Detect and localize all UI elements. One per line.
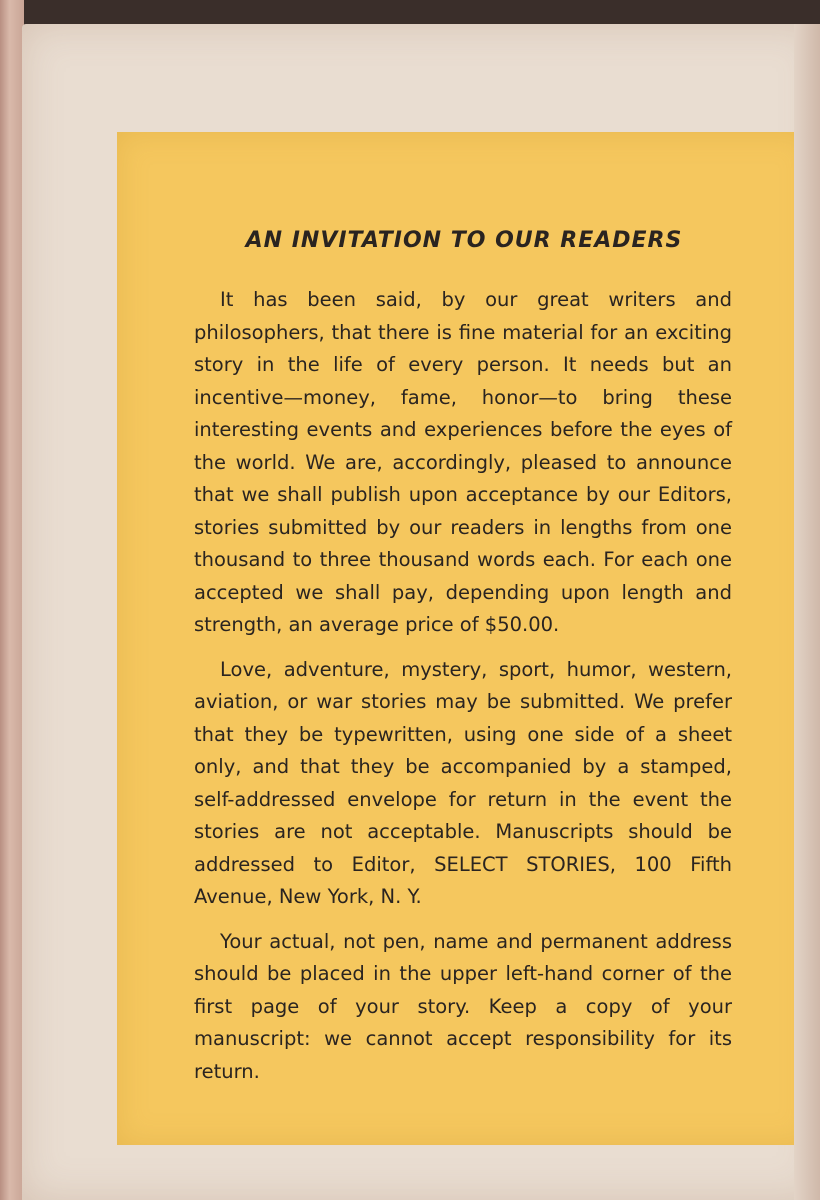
page-title: AN INVITATION TO OUR READERS — [245, 228, 683, 253]
paragraph: Love, adventure, mystery, sport, humor, western, aviation, or war stories may be submitted. We prefer that they be typewritten, using one side of a sheet only, and that they be accompanied by a stamped, self-addressed envelope for return in the event the stories are not acceptable. Manuscripts should be addressed to Editor, SELECT STORIES, 100 Fifth Avenue, New York, N. Y. — [194, 657, 732, 908]
page-edge-left — [0, 0, 24, 1200]
invitation-body — [194, 284, 732, 1088]
page-edge-right — [794, 24, 820, 1200]
paragraph: It has been said, by our great writers and philosophers, that there is fine material for an exciting story in the life of every person. It needs but an incentive—money, fame, honor—to bring these interesting events and experiences before the eyes of the world. We are, accordingly, pleased to announce that we shall publish upon acceptance by our Editors, stories submitted by our readers in lengths from one thousand to three thousand words each. For each one accepted we shall pay, depending upon length and strength, an average price of $50.00. — [194, 288, 732, 636]
magazine-page — [22, 24, 820, 1200]
paragraph: Your actual, not pen, name and permanent address should be placed in the upper left-hand corner of the first page of your story. Keep a copy of your manuscript: we cannot accept responsibility for its return. — [194, 929, 732, 1083]
invitation-panel — [117, 132, 811, 1145]
